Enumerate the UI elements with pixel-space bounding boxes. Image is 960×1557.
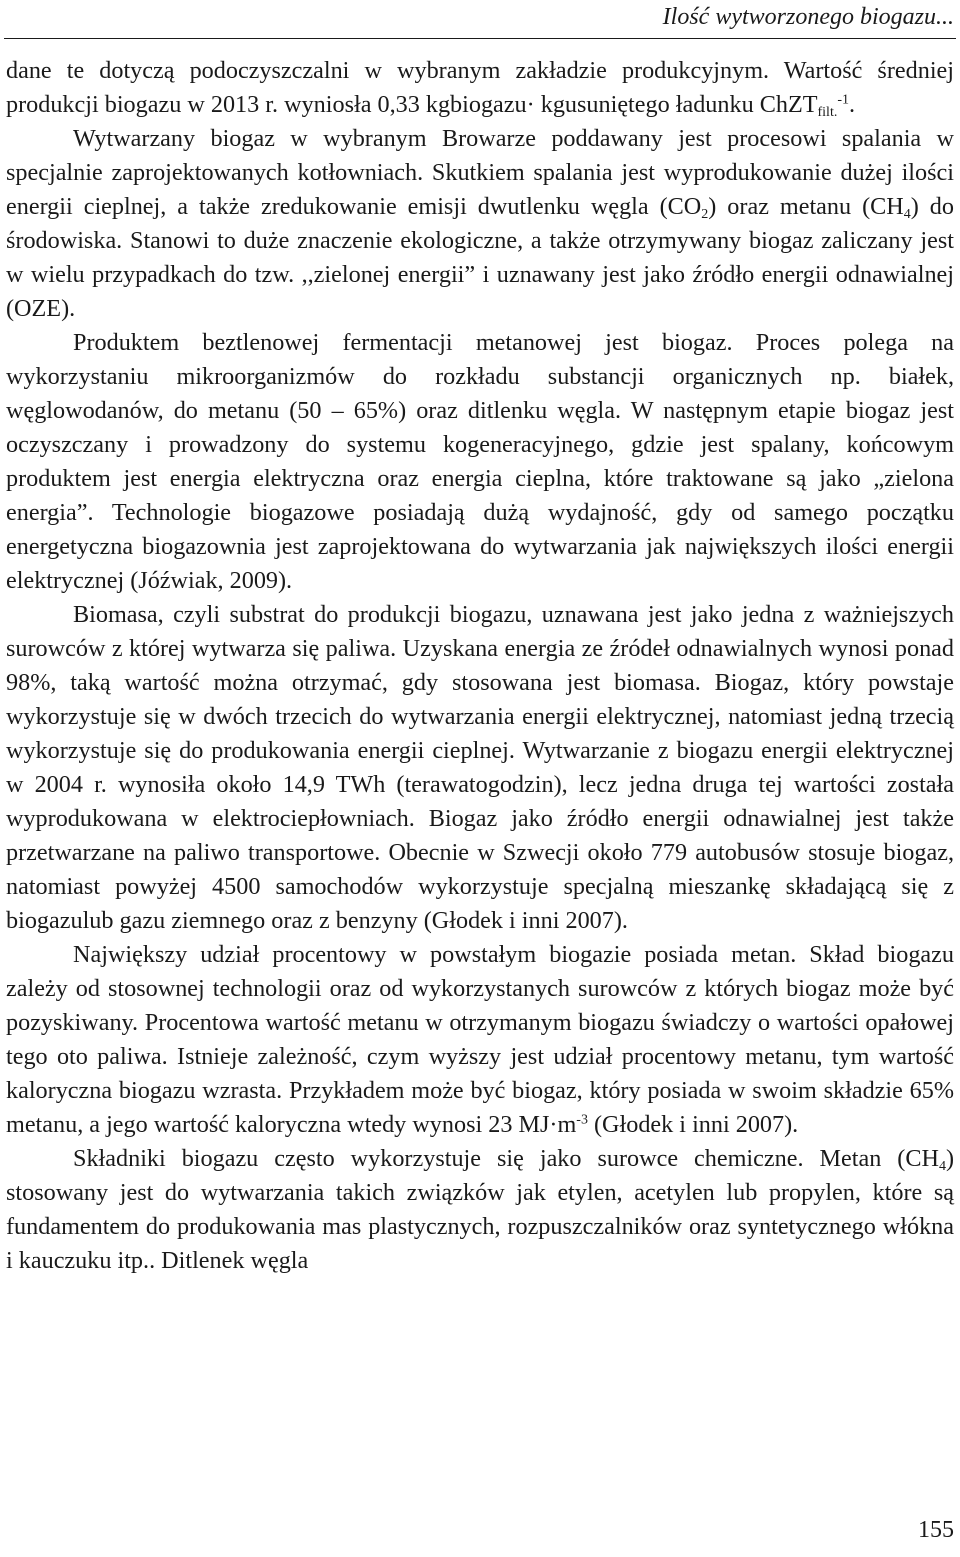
subscript-ch4: 4 <box>903 206 911 222</box>
superscript-minus-one: -1 <box>837 92 850 108</box>
paragraph-1-end: . <box>849 91 856 118</box>
paragraph-2-text-c: ) do środowiska. Stanowi to duże znaczenie ekologiczne, a także otrzymywany biogaz zaliczany jest w wielu przypadkach do tzw. ,,zielonej energii” i uznawany jest jako źródło energii odnawialnej (OZE). <box>6 193 954 322</box>
paragraph-1 <box>6 54 954 122</box>
paragraph-2-text-a: Wytwarzany biogaz w wybranym Browarze poddawany jest procesowi spalania w specjalnie zaprojektowanych kotłowniach. Skutkiem spalania jest wyprodukowanie dużej ilości energii cieplnej, a także zredukowanie emisji dwutlenku węgla (CO <box>6 125 954 220</box>
subscript-co2: 2 <box>701 206 709 222</box>
paragraph-5-text-b: (Głodek i inni 2007). <box>587 1111 799 1138</box>
page-number: 155 <box>918 1517 954 1543</box>
header-divider <box>4 38 956 39</box>
paragraph-6 <box>6 1142 954 1278</box>
article-body <box>6 54 954 1278</box>
paragraph-6-text-b: ) stosowany jest do wytwarzania takich związków jak etylen, acetylen lub propylen, które są fundamentem do produkowania mas plastycznych, rozpuszczalników oraz syntetycznego włókna i kauczuku itp.. Ditlenek węgla <box>6 1145 954 1274</box>
paragraph-4: Biomasa, czyli substrat do produkcji biogazu, uznawana jest jako jedna z ważniejszych surowców z której wytwarza się paliwa. Uzyskana energia ze źródeł odnawialnych wynosi ponad 98%, taką wartość można otrzymać, gdy stosowana jest biomasa. Biogaz, który powstaje wykorzystuje się w dwóch trzecich do wytwarzania energii elektrycznej, natomiast jedną trzecią wykorzystuje się do produkowania energii cieplnej. Wytwarzanie z biogazu energii elektrycznej w 2004 r. wynosiła około 14,9 TWh (terawatogodzin), lecz jedna druga tej wartości została wyprodukowana w elektrociepłowniach. Biogaz jako źródło energii odnawialnej jest także przetwarzane na paliwo transportowe. Obecnie w Szwecji około 779 autobusów stosuje biogaz, natomiast powyżej 4500 samochodów wykorzystuje specjalną mieszankę składającą się z biogazulub gazu ziemnego oraz z benzyny (Głodek i inni 2007). <box>6 601 954 934</box>
superscript-minus-three: -3 <box>576 1112 588 1128</box>
paragraph-1-text: dane te dotyczą podoczyszczalni w wybranym zakładzie produkcyjnym. Wartość średniej produkcji biogazu w 2013 r. wyniosła 0,33 kgbiogazu· kgusuniętego ładunku ChZT <box>6 57 954 118</box>
running-header: Ilość wytworzonego biogazu... <box>662 4 954 30</box>
subscript-ch4-metan: 4 <box>938 1158 946 1174</box>
paragraph-6-text-a: Składniki biogazu często wykorzystuje się jako surowce chemiczne. Metan (CH <box>73 1145 939 1172</box>
paragraph-3: Produktem beztlenowej fermentacji metanowej jest biogaz. Proces polega na wykorzystaniu mikroorganizmów do rozkładu substancji organicznych np. białek, węglowodanów, do metanu (50 – 65%) oraz ditlenku węgla. W następnym etapie biogaz jest oczyszczany i prowadzony do systemu kogeneracyjnego, gdzie jest spalany, końcowym produktem jest energia elektryczna oraz energia cieplna, które traktowane są jako „zielona energia”. Technologie biogazowe posiadają dużą wydajność, gdy od samego początku energetyczna biogazownia jest zaprojektowana do wytwarzania jak największych ilości energii elektrycznej (Jóźwiak, 2009). <box>6 329 954 594</box>
paragraph-5 <box>6 938 954 1142</box>
paragraph-5-text-a: Największy udział procentowy w powstałym biogazie posiada metan. Skład biogazu zależy od stosownej technologii oraz od wykorzystanych surowców z których biogaz może być pozyskiwany. Procentowa wartość metanu w otrzymanym biogazu świadczy o wartości opałowej tego oto paliwa. Istnieje zależność, czym wyższy jest udział procentowy metanu, tym wartość kaloryczna biogazu wzrasta. Przykładem może być biogaz, który posiada w swoim składzie 65% metanu, a jego wartość kaloryczna wtedy wynosi 23 MJ·m <box>6 941 954 1138</box>
paragraph-2-text-b: ) oraz metanu (CH <box>708 193 904 220</box>
subscript-filt: filt. <box>817 104 838 120</box>
paragraph-2 <box>6 122 954 326</box>
